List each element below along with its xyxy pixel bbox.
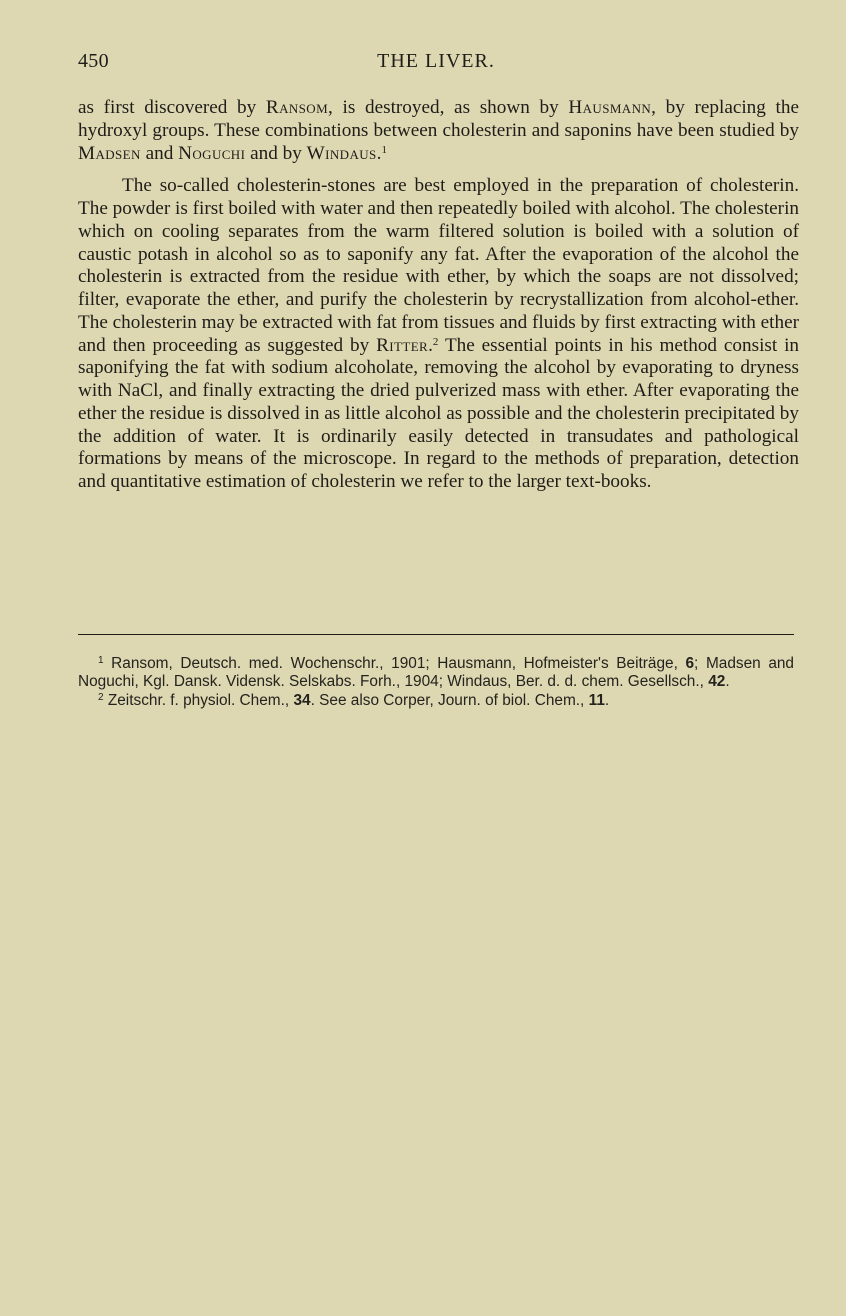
- volume-number: 42: [708, 673, 726, 691]
- author-ritter: Ritter: [376, 334, 429, 356]
- author-noguchi: Noguchi: [178, 142, 246, 164]
- volume-number: 6: [685, 655, 695, 672]
- footnote-2: $^2$ Zeitschr. f. physiol. Chem., 34. See also Corper, Journ. of biol. Chem., 11.: [98, 691, 610, 709]
- footnote-ref-2: 2: [432, 335, 439, 348]
- volume-number: 11: [588, 691, 605, 709]
- footnote-marker: 1: [98, 655, 104, 666]
- author-madsen: Madsen: [78, 142, 141, 164]
- paragraph-2: The so-called cholesterin-stones are best employed in the preparation of cholesterin. The powder is first boiled with water and then repeatedly boiled with alcohol. The cholesterin which on cooling separates from the warm filtered solution is boiled with a solution of caustic potash in alcohol so as to saponify any fat. After the evaporation of the alcohol the cholesterin is extracted from the residue with ether, by which the soaps are not dissolved; filter, evaporate the ether, and purify the cholesterin by recrystallization from alcohol-ether. The cholesterin may be extracted with fat from tissues and fluids by first extracting with ether and then proceeding as suggested by Ritter.$^2$ The essential points in his method consist in saponifying the fat with sodium alcoholate, removing the alcohol by evaporating to dryness with NaCl, and finally extracting the dried pulverized mass with ether. After evaporating the ether the residue is dissolved in as little alcohol as possible and the cholesterin precipitated by the addition of water. It is ordinarily easily detected in transudates and pathological formations by means of the microscope. In regard to the methods of preparation, detection and quantitative estimation of cholesterin we refer to the larger text-books.: [78, 175, 799, 492]
- author-ransom: Ransom: [265, 97, 329, 118]
- author-hausmann: Hausmann: [568, 97, 652, 118]
- footnote-divider: [78, 634, 794, 635]
- footnotes: [78, 655, 794, 710]
- paragraph-1: as first discovered by Ransom, is destroyed, as shown by Hausmann, by replacing the hydroxyl groups. These combinations between cholesterin and saponins have been studied by Madsen and Noguchi and by Windaus.$^1$: [78, 97, 799, 164]
- footnote-1: $^1$ Ransom, Deutsch. med. Wochenschr., 1901; Hausmann, Hofmeister's Beiträge, 6; Madsen and Noguchi, Kgl. Dansk. Vidensk. Selskabs. Forh., 1904; Windaus, Ber. d. d. chem. Gesellsch., 42.: [78, 655, 794, 691]
- page-number: 450: [78, 50, 109, 72]
- running-title: THE LIVER.: [377, 50, 495, 72]
- volume-number: 34: [293, 691, 311, 709]
- footnote-ref-1: 1: [381, 143, 387, 156]
- footnote-marker: 2: [98, 691, 104, 703]
- body-text: [78, 97, 799, 494]
- author-windaus: Windaus: [306, 142, 377, 164]
- page-header: [78, 50, 794, 74]
